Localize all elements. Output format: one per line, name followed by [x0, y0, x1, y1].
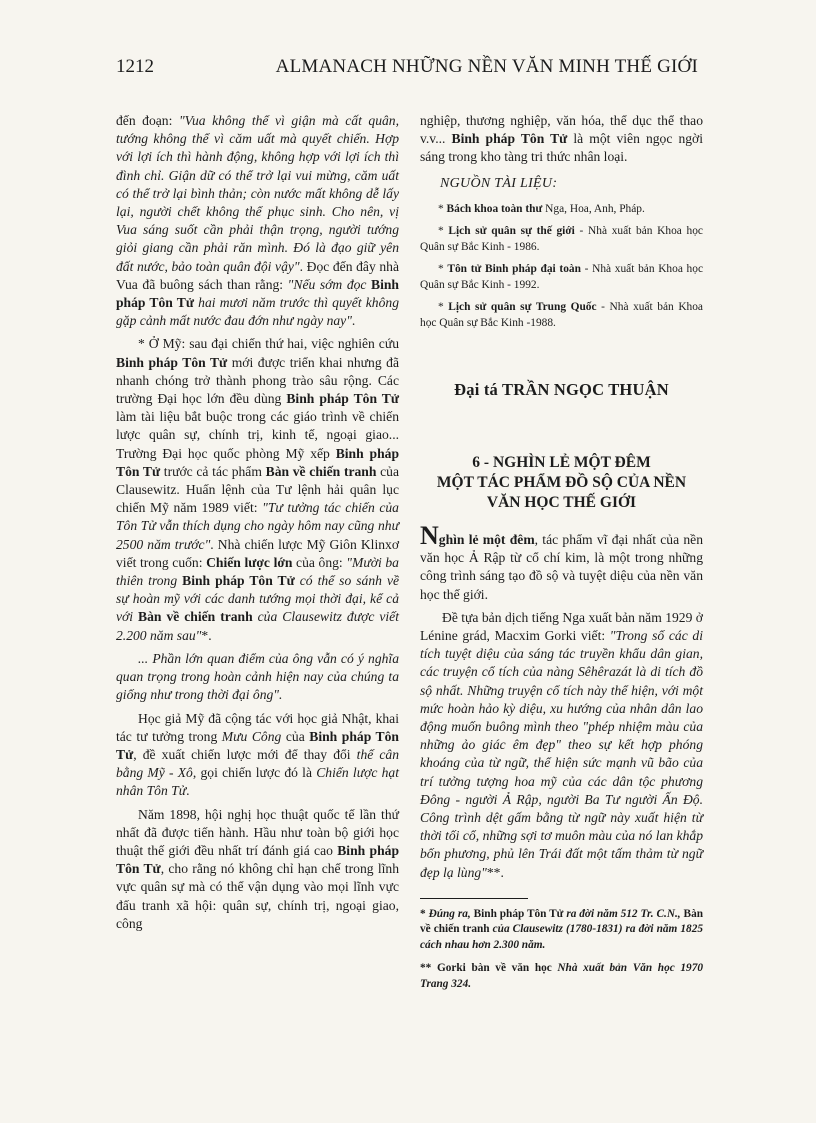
book-title: Gorki bàn về văn học — [436, 962, 552, 975]
reference-detail: - Nhà xuất bản Khoa học Quân sự Bắc Kinh - 1986. — [420, 224, 703, 253]
book-title: Binh pháp Tôn Tử — [116, 728, 399, 762]
reference-detail: - Nhà xuất bản Khoa học Quân sự Bắc Kinh -1988. — [420, 300, 703, 329]
page-header — [116, 52, 698, 82]
quote-text: hai mươi năm trước thì quyết không gặp cảnh mất nước đau đớn như ngày nay" — [116, 295, 399, 329]
text: của Clausewitz. Huấn lệnh của Tư lệnh hải quân lục chiến Mỹ năm 1989 viết: — [116, 463, 399, 516]
book-title: Binh pháp Tôn Tử — [473, 907, 564, 920]
sources-heading: NGUỒN TÀI LIỆU: — [440, 175, 558, 191]
footnote-1 — [420, 907, 703, 953]
footnote-text: Đúng ra, — [428, 907, 474, 920]
reference-title: Bách khoa toàn thư — [446, 202, 543, 215]
quote-text: "Mười ba thiên trong — [116, 554, 399, 589]
quote-text: ... Phần lớn quan điểm của ông vẫn có ý nghĩa quan trọng trong hoàn cảnh hiện nay của chúng ta giống như trong thời đại ông". — [116, 650, 399, 703]
footnote-text: Nhà xuất bản Văn học 1970 Trang 324. — [420, 962, 703, 990]
footnote-marker: *. — [201, 627, 212, 643]
right-paragraph-2 — [420, 609, 703, 882]
chapter-heading-line: MỘT TÁC PHẨM ĐỒ SỘ CỦA NỀN — [436, 474, 687, 492]
book-title: Binh pháp Tôn Tử — [116, 842, 399, 877]
text: nghiệp, thương nghiệp, văn hóa, thể dục thể thao v.v... — [420, 113, 703, 147]
right-column — [420, 112, 703, 1000]
book-title: ghìn lẻ một đêm — [438, 532, 535, 548]
italic-text: Chiến lược hạt nhân Tôn Tử — [116, 765, 399, 799]
quote-text: của Clausewitz được viết 2.200 năm sau" — [116, 609, 399, 643]
reference-item: * Lịch sử quân sự thế giới - Nhà xuất bản Khoa học Quân sự Bắc Kinh - 1986. — [420, 224, 703, 253]
text: Học giả Mỹ đã cộng tác với học giả Nhật, khai tác tư tưởng trong — [116, 710, 399, 744]
author-byline: Đại tá TRẦN NGỌC THUẬN — [454, 379, 669, 399]
text: là một viên ngọc ngời sáng trong kho tàng tri thức nhân loại. — [420, 131, 704, 165]
left-paragraph-1 — [116, 112, 399, 330]
text: , tác phẩm vĩ đại nhất của nền văn học Ả Rập từ cổ chí kim, là một trong những công trình sáng tạo đồ sộ và tuyệt diệu của nền văn học thế giới. — [420, 532, 703, 602]
chapter-heading — [420, 453, 703, 513]
text: , cho rằng nó không chỉ hạn chế trong lĩnh vực quân sự mà có thể vận dụng vào mọi lĩnh vực đấu tranh xã hội: quân sự, chính trị, ngoại giao, công — [116, 861, 399, 931]
reference-title: Tôn tử Binh pháp đại toàn — [447, 262, 581, 275]
text: trước cả tác phẩm — [160, 463, 266, 479]
drop-cap: N — [420, 521, 439, 551]
text: . — [351, 313, 356, 329]
running-title: ALMANACH NHỮNG NỀN VĂN MINH THẾ GIỚI — [275, 56, 698, 77]
left-paragraph-2 — [116, 335, 399, 644]
quote-text: "Vua không thể vì giận mà cất quân, tướng không thể vì căm uất mà quyết chiến. Hợp với lợi ích thì hành động, không hợp với lợi ích thì đình chỉ. Giận dữ có thể trở lại vui mừng, căm uất có thể trở lại bình thản; còn nước mất không dễ lấy lại, người chết không thể phục sinh. Cho nên, vị Vua sáng suốt cần phải thận trọng, người tướng giỏi giang cần phải răn mình. Đó là đạo giữ yên đất nước, bảo toàn quân đội vậy" — [116, 113, 399, 274]
footnote-2 — [420, 961, 703, 992]
book-title: Binh pháp Tôn Tử — [116, 354, 228, 370]
quote-text: "Nếu sớm đọc — [287, 276, 372, 292]
footnote-marker: **. — [486, 864, 504, 880]
book-title: Binh pháp Tôn Tử — [116, 445, 400, 479]
reference-item: * Lịch sử quân sự Trung Quốc - Nhà xuất bản Khoa học Quân sự Bắc Kinh -1988. — [420, 300, 703, 329]
reference-item: * Bách khoa toàn thư Nga, Hoa, Anh, Pháp. — [438, 202, 645, 215]
reference-item: * Tôn tử Binh pháp đại toàn - Nhà xuất bản Khoa học Quân sự Bắc Kinh - 1992. — [420, 262, 704, 291]
book-title: Binh pháp Tôn Tử — [182, 573, 295, 589]
reference-title: Lịch sử quân sự Trung Quốc — [448, 300, 597, 313]
footnote-text: ra đời năm 512 Tr. C.N., — [563, 907, 684, 920]
reference-title: Lịch sử quân sự thế giới — [448, 224, 575, 237]
footnote-text: của Clausewitz (1780-1831) ra đời năm 1825 cách nhau hơn 2.300 năm. — [420, 923, 703, 951]
text: của ông: — [292, 554, 347, 570]
book-title: Bàn về chiến tranh — [265, 463, 377, 479]
text: * Ở Mỹ: sau đại chiến thứ hai, việc nghiên cứu — [138, 336, 399, 352]
text: , đề xuất chiến lược mới để thay đổi — [133, 746, 357, 762]
left-paragraph-4 — [116, 710, 399, 801]
book-title: Chiến lược lớn — [206, 554, 293, 570]
book-title: Bàn về chiến tranh — [138, 609, 253, 625]
text: , gọi chiến lược đó là — [192, 765, 317, 781]
text: . Đọc đến đây nhà Vua đã buông sách than rằng: — [116, 258, 399, 292]
text: đến đoạn: — [116, 113, 179, 128]
text: mới được triển khai nhưng đã nhanh chóng trở thành phong trào sâu rộng. Các trường Đại học lớn đều dùng — [116, 354, 399, 407]
italic-text: Mưu Công — [221, 728, 282, 744]
text: . — [186, 783, 190, 799]
left-paragraph-3 — [116, 650, 399, 705]
book-title: Binh pháp Tôn Tử — [286, 391, 399, 407]
book-title: Binh pháp Tôn Tử — [116, 276, 399, 311]
footnote-marker: * — [420, 907, 429, 920]
text: Đề tựa bản dịch tiếng Nga xuất bản năm 1929 ở Lénine grád, Macxim Gorki viết: — [420, 609, 703, 644]
quote-text: "Tư tưởng tác chiến của Tôn Tử vẫn thích dụng cho ngày hôm nay cũng như 2500 năm trước" — [116, 500, 399, 552]
text: của — [281, 728, 310, 744]
text: Năm 1898, hội nghị học thuật quốc tế lần thứ nhất đã được tiến hành. Hầu như toàn bộ giới học thuật thế giới đều nhất trí đánh giá cao — [116, 806, 399, 858]
page-number: 1212 — [116, 56, 154, 77]
footnote-marker: ** — [420, 962, 437, 975]
quote-text: có thể so sánh về sự hoàn mỹ với các danh tướng mọi thời đại, kể cả với — [116, 573, 400, 625]
text: . Nhà chiến lược Mỹ Giôn Klinxơ viết trong cuốn: — [116, 536, 400, 570]
chapter-heading-line: 6 - NGHÌN LẺ MỘT ĐÊM — [472, 454, 651, 472]
text: làm tài liệu bắt buộc trong các giáo trình về chiến lược quân sự, chính trị, kinh tế, ngoại giao... Trường Đại học quốc phòng Mỹ xếp — [116, 409, 399, 461]
left-column — [116, 112, 399, 938]
reference-detail: Nga, Hoa, Anh, Pháp. — [542, 202, 645, 215]
right-continuation-paragraph — [420, 112, 703, 167]
italic-text: thế cân bằng Mỹ - Xô — [116, 746, 400, 781]
chapter-heading-line: VĂN HỌC THẾ GIỚI — [486, 494, 637, 512]
chapter-intro-paragraph — [420, 521, 703, 604]
book-title: Binh pháp Tôn Tử — [451, 131, 568, 147]
footnote-divider — [420, 898, 528, 899]
left-paragraph-5 — [116, 806, 399, 933]
book-title: Bàn về chiến tranh — [420, 907, 703, 936]
reference-detail: - Nhà xuất bản Khoa học Quân sự Bắc Kinh - 1992. — [420, 262, 704, 291]
quote-text: "Trong số các di tích tuyệt diệu của sáng tác truyền khẩu dân gian, các truyện cổ tích của nàng Sêhêrazát là di tích đồ sộ nhất. Những truyện cổ tích này thể hiện, với một mức hoàn hảo kỳ diệu, xu hướng của nhân dân lao động muốn buông mình theo "phép nhiệm màu của những ảo giác êm đẹp" theo sự kết hợp phóng khoáng của từ ngữ, thể hiện sức mạnh vũ bão của trí tưởng tượng hoa mỹ của các dân tộc phương Đông - người Ả Rập, người Ba Tư người Ấn Độ. Công trình dệt gấm bằng từ ngữ này xuất hiện từ thời tối cổ, những sợi tơ muôn màu của nó lan khắp bốn phương, phủ lên Trái đất một tấm thảm từ ngữ đẹp lạ lùng" — [420, 628, 703, 880]
